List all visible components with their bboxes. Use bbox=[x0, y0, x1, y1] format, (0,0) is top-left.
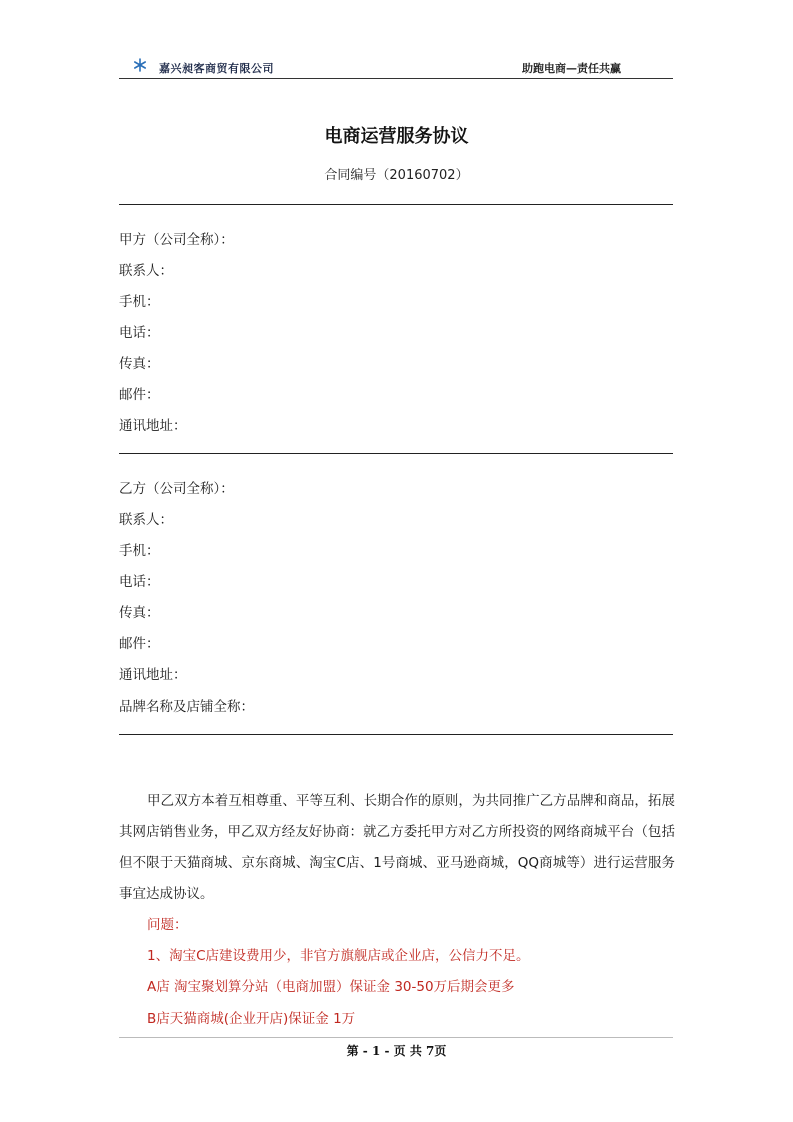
company-name: 嘉兴昶客商贸有限公司 bbox=[159, 62, 274, 75]
snowflake-logo-icon bbox=[133, 58, 147, 72]
party-a-mobile-field: 手机： bbox=[119, 294, 160, 310]
party-a-address-field: 通讯地址： bbox=[119, 418, 187, 434]
document-title: 电商运营服务协议 bbox=[324, 126, 469, 147]
party-b-fax-field: 传真： bbox=[119, 605, 160, 621]
page-header bbox=[119, 52, 673, 79]
header-slogan: 助跑电商—责任共赢 bbox=[522, 62, 621, 75]
party-a-company-field: 甲方（公司全称）： bbox=[119, 232, 234, 248]
page-number: 第 - 1 - 页 共 7页 bbox=[346, 1044, 447, 1058]
party-a-contact-field: 联系人： bbox=[119, 263, 173, 279]
note-item: A店 淘宝聚划算分站（电商加盟）保证金 30-50万后期会更多 bbox=[147, 979, 515, 995]
contract-number: 合同编号（20160702） bbox=[324, 168, 469, 183]
party-b-phone-field: 电话： bbox=[119, 574, 160, 590]
note-item: B店天猫商城(企业开店)保证金 1万 bbox=[147, 1011, 356, 1027]
divider bbox=[119, 453, 673, 454]
agreement-paragraph: 甲乙双方本着互相尊重、平等互利、长期合作的原则，为共同推广乙方品牌和商品，拓展其网店销售业务，甲乙双方经友好协商：就乙方委托甲方对乙方所投资的网络商城平台（包括但不限于天猫商城、京东商城、淘宝C店、1号商城、亚马逊商城，QQ商城等）进行运营服务事宜达成协议。 bbox=[119, 793, 675, 902]
party-b-mobile-field: 手机： bbox=[119, 543, 160, 559]
party-b-contact-field: 联系人： bbox=[119, 512, 173, 528]
party-b-email-field: 邮件： bbox=[119, 636, 160, 652]
party-b-address-field: 通讯地址： bbox=[119, 667, 187, 683]
divider bbox=[119, 204, 673, 205]
party-a-email-field: 邮件： bbox=[119, 387, 160, 403]
party-b-company-field: 乙方（公司全称）： bbox=[119, 481, 234, 497]
note-item: 1、淘宝C店建设费用少，非官方旗舰店或企业店，公信力不足。 bbox=[147, 948, 530, 964]
party-b-brand-store-field: 品牌名称及店铺全称： bbox=[119, 699, 254, 715]
footer-divider bbox=[119, 1037, 673, 1038]
party-a-fax-field: 传真： bbox=[119, 356, 160, 372]
divider bbox=[119, 734, 673, 735]
party-a-phone-field: 电话： bbox=[119, 325, 160, 341]
note-heading: 问题： bbox=[147, 917, 188, 933]
